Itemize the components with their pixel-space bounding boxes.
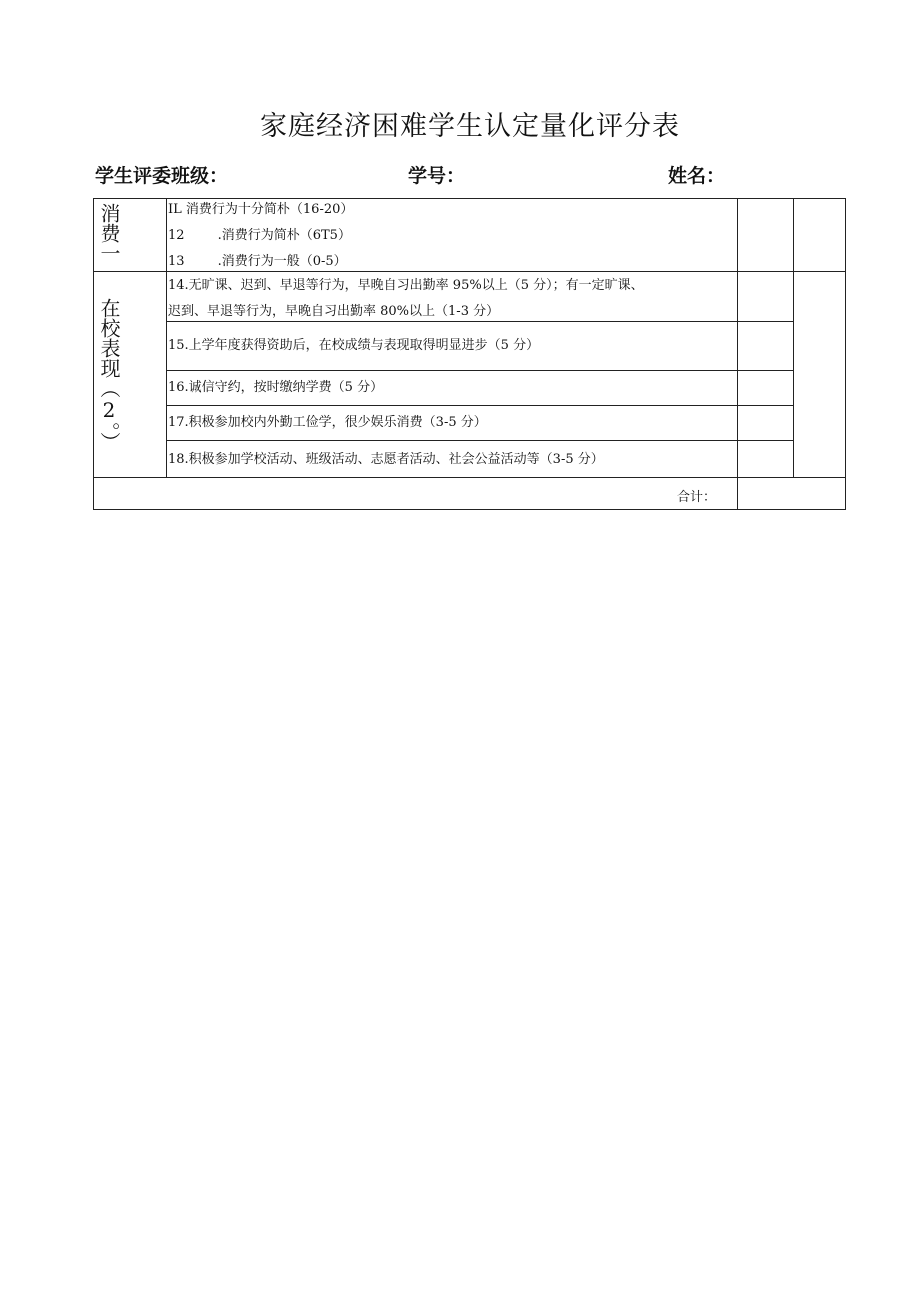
item-text: IL 消费行为十分简朴（16-20） xyxy=(168,202,354,217)
category-consumption: 消费一 xyxy=(97,203,121,263)
item-text: 15.上学年度获得资助后，在校成绩与表现取得明显进步（5 分） xyxy=(168,338,540,353)
table-border-left xyxy=(93,198,94,510)
category-school-performance: 在校表现（2。） xyxy=(97,298,121,452)
row-divider xyxy=(166,370,793,371)
table-border-bottom xyxy=(93,509,846,510)
item-text: 14.无旷课、迟到、早退等行为，早晚自习出勤率 95%以上（5 分）；有一定旷课、 迟到、早退等行为，早晚自习出勤率 80%以上（1-3 分） xyxy=(168,278,644,319)
page-title: 家庭经济困难学生认定量化评分表 xyxy=(260,111,680,142)
class-label: 学生评委班级： xyxy=(95,165,229,187)
table-border-right xyxy=(845,198,846,510)
item-text: 16.诚信守约，按时缴纳学费（5 分） xyxy=(168,380,384,395)
item-text: 18.积极参加学校活动、班级活动、志愿者活动、社会公益活动等（3-5 分） xyxy=(168,452,604,467)
score-column-line xyxy=(737,198,738,510)
total-label: 合计： xyxy=(677,490,717,505)
row-divider xyxy=(166,440,793,441)
category-column-line xyxy=(166,198,167,478)
score-column-line xyxy=(793,198,794,478)
student-id-label: 学号： xyxy=(408,165,466,187)
table-border-top xyxy=(93,198,846,199)
row-divider xyxy=(166,405,793,406)
name-label: 姓名： xyxy=(668,165,726,187)
item-text: 12 .消费行为简朴（6T5） xyxy=(168,228,351,243)
item-text: 17.积极参加校内外勤工俭学，很少娱乐消费（3-5 分） xyxy=(168,415,487,430)
section-divider xyxy=(93,271,846,272)
item-text: 13 .消费行为一般（0-5） xyxy=(168,254,347,269)
total-row-divider xyxy=(93,477,846,478)
